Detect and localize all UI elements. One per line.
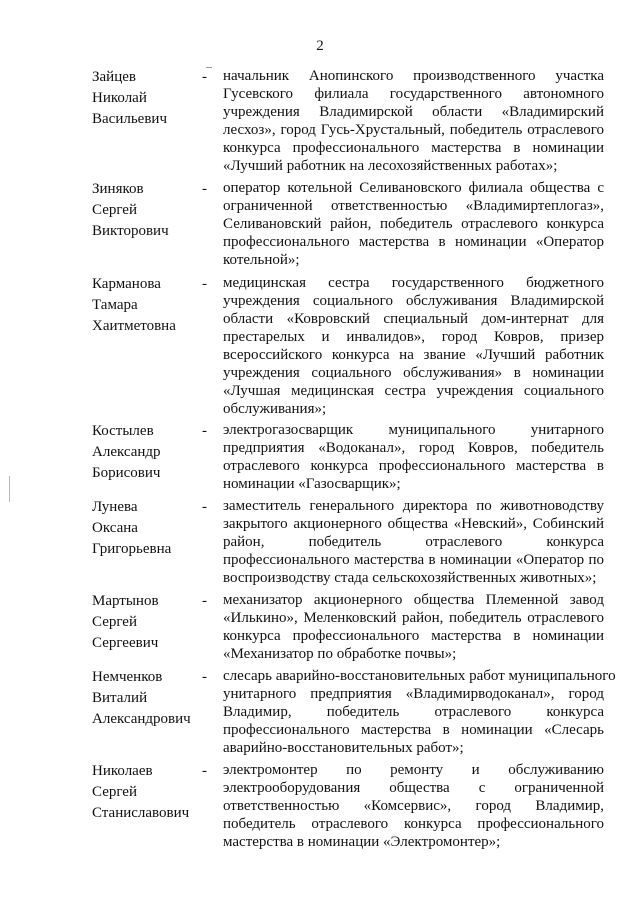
description-line: престарелых и инвалидов», город Ковров, призер — [223, 329, 604, 345]
description-line: Гусевского филиала государственного автономного — [223, 86, 604, 102]
person-name — [92, 179, 204, 242]
person-name — [92, 761, 204, 824]
description-line: аварийно-восстановительных работ»; — [223, 740, 464, 756]
award-description — [223, 421, 604, 493]
description-line: ограниченной ответственностью «Владимиртеплогаз», — [223, 198, 604, 214]
dash-separator: - — [202, 69, 207, 85]
person-name — [92, 591, 204, 654]
description-line: воспроизводству стада сельскохозяйственных животных»; — [223, 570, 597, 586]
surname: Зайцев — [92, 69, 136, 85]
description-line: электрогазосварщик муниципального унитарного — [223, 422, 604, 438]
description-line: профессионального мастерства в номинации «Оператор по — [223, 552, 604, 568]
description-line: оператор котельной Селивановского филиала общества с — [223, 180, 604, 196]
award-description — [223, 67, 604, 175]
description-line: конкурса профессионального мастерства в номинации — [223, 140, 604, 156]
description-line: ответственностью «Комсервис», город Владимир, — [223, 798, 604, 814]
description-line: «Илькино», Меленковский район, победитель отраслевого — [223, 610, 604, 626]
description-line: победитель отраслевого конкурса профессионального — [223, 816, 604, 832]
description-line: Селивановский район, победитель отраслевого конкурса — [223, 216, 604, 232]
surname: Немченков — [92, 669, 163, 685]
description-line: механизатор акционерного общества Племенной завод — [223, 592, 604, 608]
surname: Мартынов — [92, 593, 159, 609]
first-name: Тамара — [92, 297, 138, 313]
description-line: район, победитель отраслевого конкурса — [223, 534, 604, 550]
description-line: обслуживания»; — [223, 401, 327, 417]
description-line: медицинская сестра государственного бюджетного — [223, 275, 604, 291]
description-line: учреждения Владимирской области «Владимирский — [223, 104, 604, 120]
award-description — [223, 667, 616, 757]
person-name — [92, 497, 204, 560]
description-line: мастерства в номинации «Электромонтер»; — [223, 834, 501, 850]
award-description — [223, 497, 604, 587]
first-name: Сергей — [92, 614, 137, 630]
award-description — [223, 591, 604, 663]
surname: Костылев — [92, 423, 154, 439]
person-name — [92, 67, 204, 130]
dash-separator: - — [202, 499, 207, 515]
description-line: унитарного предприятия «Владимирводоканал», город — [223, 686, 604, 702]
description-line: «Лучший работник на лесохозяйственных работах»; — [223, 158, 558, 174]
dash-separator: - — [202, 423, 207, 439]
description-line: отраслевого конкурса профессионального мастерства в — [223, 458, 604, 474]
patronymic: Васильевич — [92, 111, 167, 127]
description-line: конкурса профессионального мастерства в номинации — [223, 628, 604, 644]
dash-separator: - — [202, 669, 207, 685]
description-line: области «Ковровский специальный дом-интернат для — [223, 311, 604, 327]
description-line: профессионального мастерства в номинации «Оператор — [223, 234, 604, 250]
description-line: слесарь аварийно-восстановительных работ муниципального — [223, 668, 616, 684]
description-line: «Лучшая медицинская сестра учреждения социального — [223, 383, 604, 399]
description-line: начальник Анопинского производственного участка — [223, 68, 604, 84]
award-description — [223, 274, 604, 418]
description-line: учреждения социального обслуживания» в номинации — [223, 365, 604, 381]
description-line: профессионального мастерства в номинации «Слесарь — [223, 722, 604, 738]
first-name: Виталий — [92, 690, 148, 706]
scan-mark — [9, 476, 10, 502]
description-line: предприятия «Водоканал», город Ковров, победитель — [223, 440, 604, 456]
person-name — [92, 274, 204, 337]
description-line: электромонтер по ремонту и обслуживанию — [223, 762, 604, 778]
patronymic: Григорьевна — [92, 541, 172, 557]
first-name: Сергей — [92, 784, 137, 800]
award-description — [223, 179, 604, 269]
surname: Зиняков — [92, 181, 144, 197]
person-name — [92, 667, 204, 730]
dash-separator: - — [202, 763, 207, 779]
patronymic: Станиславович — [92, 805, 190, 821]
first-name: Александр — [92, 444, 161, 460]
dash-separator: - — [202, 181, 207, 197]
first-name: Сергей — [92, 202, 137, 218]
award-description — [223, 761, 604, 851]
page-number: 2 — [316, 38, 324, 54]
description-line: электрооборудования общества с ограниченной — [223, 780, 604, 796]
description-line: «Механизатор по обработке почвы»; — [223, 646, 457, 662]
first-name: Оксана — [92, 520, 138, 536]
patronymic: Сергеевич — [92, 635, 159, 651]
patronymic: Александрович — [92, 711, 191, 727]
description-line: заместитель генерального директора по животноводству — [223, 498, 604, 514]
description-line: закрытого акционерного общества «Невский», Собинский — [223, 516, 604, 532]
description-line: номинации «Газосварщик»; — [223, 476, 401, 492]
person-name — [92, 421, 204, 484]
dash-separator: - — [202, 593, 207, 609]
patronymic: Борисович — [92, 465, 161, 481]
surname: Карманова — [92, 276, 161, 292]
description-line: Владимир, победитель отраслевого конкурса — [223, 704, 604, 720]
dash-separator: - — [202, 276, 207, 292]
surname: Николаев — [92, 763, 153, 779]
description-line: лесхоз», город Гусь-Хрустальный, победитель отраслевого — [223, 122, 604, 138]
description-line: всероссийского конкурса на звание «Лучший работник — [223, 347, 604, 363]
surname: Лунева — [92, 499, 138, 515]
description-line: учреждения социального обслуживания Владимирской — [223, 293, 604, 309]
patronymic: Хаитметовна — [92, 318, 176, 334]
first-name: Николай — [92, 90, 147, 106]
description-line: котельной»; — [223, 252, 300, 268]
patronymic: Викторович — [92, 223, 169, 239]
